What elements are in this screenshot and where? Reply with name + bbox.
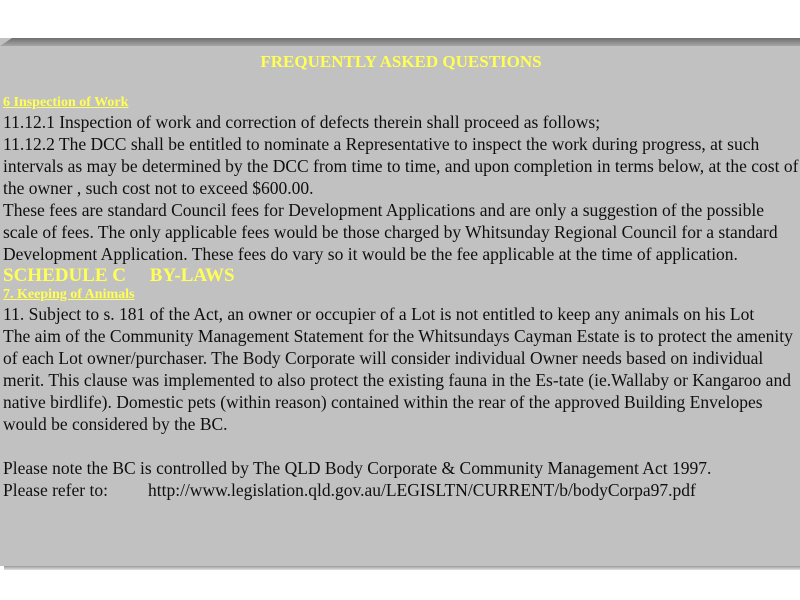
paragraph-aim-statement: The aim of the Community Management Statement for the Whitsundays Cayman Estate is to protect the amenity of each Lot owner/purchaser. The Body Corporate will consider individual Owner needs based on individual merit. This clause was implemented to also protect the existing fauna in the Es-tate (ie.Wallaby or Kangaroo and native birdlife). Domestic pets (within reason) contained within the rear of the approved Building Envelopes would be considered by the BC. — [3, 326, 793, 434]
legislation-link[interactable]: http://www.legislation.qld.gov.au/LEGISLTN/CURRENT/b/bodyCorpa97.pdf — [148, 480, 696, 500]
panel-top-bevel — [0, 38, 800, 46]
paragraph-11-12-1: 11.12.1 Inspection of work and correction of defects therein shall proceed as follows; — [3, 112, 601, 132]
paragraph-bc-note: Please note the BC is controlled by The QLD Body Corporate & Community Management Act 1997. — [3, 458, 712, 478]
paragraph-fees-note: These fees are standard Council fees for Development Applications and are only a suggestion of the possible scale of fees. The only applicable fees would be those charged by Whitsunday Regional Council for a standard Development Application. These fees do vary so it would be the fee applicable at the time of application. — [3, 200, 778, 264]
panel-bottom-shadow — [4, 566, 800, 570]
section-heading-keeping-of-animals[interactable]: 7. Keeping of Animals — [3, 287, 135, 302]
schedule-heading: SCHEDULE C BY-LAWS — [3, 265, 235, 286]
section-heading-inspection-of-work[interactable]: 6 Inspection of Work — [3, 95, 129, 110]
reference-line — [3, 479, 799, 501]
faq-content — [3, 50, 799, 501]
spacer — [3, 435, 799, 457]
paragraph-11-12-2: 11.12.2 The DCC shall be entitled to nominate a Representative to inspect the work during progress, at such intervals as may be determined by the DCC from time to time, and upon completion in terms below, at the cost of the owner , such cost not to exceed $600.00. — [3, 134, 799, 198]
page-title: FREQUENTLY ASKED QUESTIONS — [260, 52, 542, 71]
paragraph-11-animals: 11. Subject to s. 181 of the Act, an owner or occupier of a Lot is not entitled to keep any animals on his Lot — [3, 304, 755, 324]
reference-label: Please refer to: — [3, 480, 108, 500]
